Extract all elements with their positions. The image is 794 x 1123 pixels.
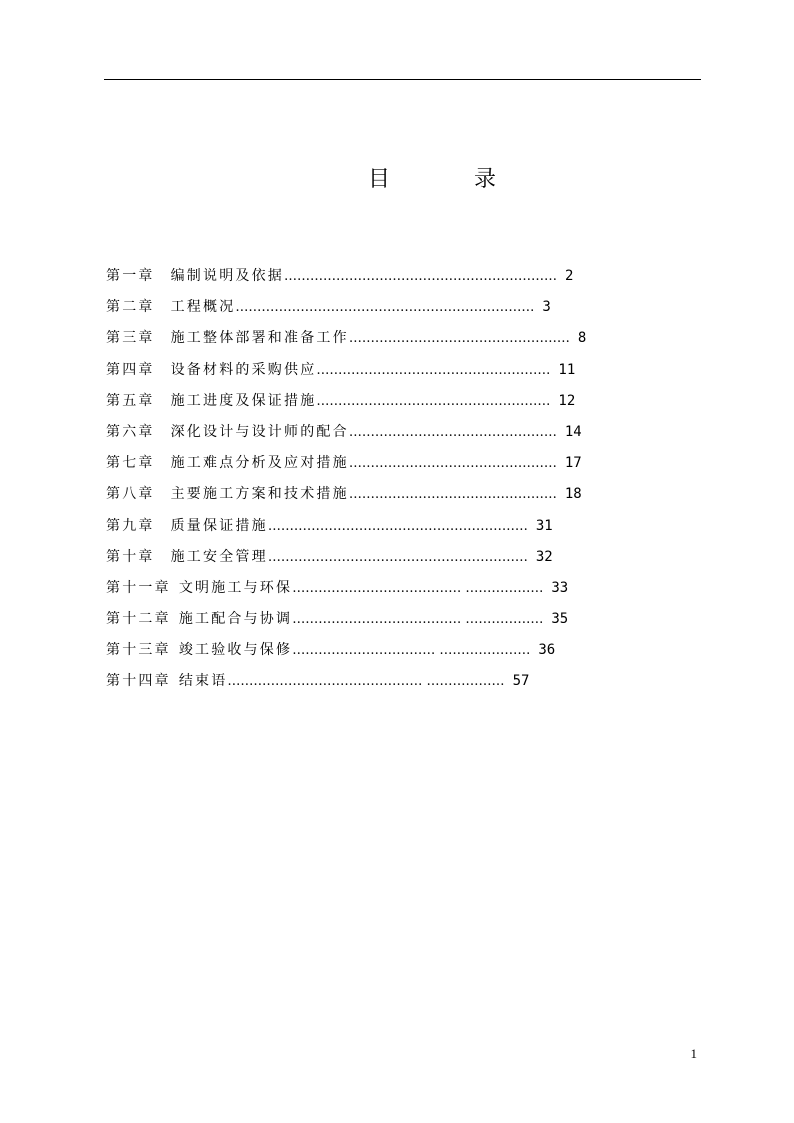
toc-page-number: 3 [542, 299, 551, 316]
toc-entry[interactable] [106, 448, 686, 479]
toc-chapter-number: 第二章 [106, 299, 155, 316]
toc-leader-dots: ……………………………………………… [316, 362, 551, 378]
toc-page-number: 31 [535, 517, 553, 534]
toc-page-number: 36 [538, 642, 556, 659]
toc-page-number: 17 [564, 455, 582, 472]
toc-leader-dots: …………………………………………………… [267, 518, 528, 534]
toc-leader-dots: ………………………………………… [348, 487, 557, 503]
toc-leader-dots: …………………………… ………………… [292, 643, 531, 659]
toc-chapter-title: 竣工验收与保修 [178, 642, 293, 659]
toc-chapter-number: 第一章 [106, 268, 155, 284]
toc-leader-dots: ……………………………………………………… [284, 269, 558, 284]
toc-leader-dots: ……………………………………… ……………… [227, 674, 505, 690]
toc-chapter-title: 施工配合与协调 [178, 611, 293, 628]
toc-entry[interactable] [106, 635, 686, 666]
toc-entry[interactable] [106, 511, 686, 542]
toc-page-number: 33 [551, 579, 569, 596]
toc-entry[interactable] [106, 355, 686, 386]
toc-page-number: 32 [535, 548, 553, 565]
toc-chapter-title: 工程概况 [170, 299, 236, 316]
toc-leader-dots: ………………………………… ……………… [292, 612, 544, 628]
toc-page-number: 8 [577, 330, 587, 347]
toc-entry[interactable] [106, 261, 686, 292]
toc-chapter-number: 第九章 [106, 517, 155, 534]
toc-leader-dots: ………………………………… ……………… [292, 580, 544, 596]
toc-chapter-number: 第十二章 [106, 611, 171, 628]
toc-leader-dots: …………………………………………… [348, 331, 570, 347]
page-number: 1 [690, 1046, 697, 1061]
toc-chapter-number: 第十四章 [106, 673, 171, 690]
toc-leader-dots: ……………………………………………… [316, 393, 551, 409]
toc-entry[interactable] [106, 573, 686, 604]
toc-leader-dots: ………………………………………… [348, 456, 557, 472]
toc-entry[interactable] [106, 323, 686, 354]
toc-page-number: 57 [512, 673, 530, 690]
toc-list [106, 261, 686, 698]
toc-page-number: 35 [551, 611, 569, 628]
toc-entry[interactable] [106, 666, 686, 697]
toc-chapter-number: 第五章 [106, 392, 155, 409]
toc-chapter-title: 施工安全管理 [170, 548, 268, 565]
toc-page-number: 12 [558, 392, 576, 409]
toc-leader-dots: ………………………………………… [348, 424, 557, 440]
toc-chapter-title: 深化设计与设计师的配合 [170, 423, 349, 440]
toc-page-number: 18 [564, 486, 582, 503]
toc-chapter-number: 第十一章 [106, 579, 171, 596]
toc-leader-dots: …………………………………………………… [267, 549, 528, 565]
toc-entry[interactable] [106, 479, 686, 510]
toc-title [368, 166, 496, 194]
toc-entry[interactable] [106, 542, 686, 573]
toc-chapter-title: 结束语 [178, 673, 228, 690]
toc-chapter-title: 文明施工与环保 [178, 579, 293, 596]
toc-page-number: 11 [558, 361, 576, 378]
toc-chapter-title: 编制说明及依据 [170, 268, 285, 284]
toc-chapter-title: 设备材料的采购供应 [170, 361, 317, 378]
toc-page-number: 2 [565, 268, 574, 284]
toc-title-char-1: 目 [368, 167, 391, 192]
toc-leader-dots: …………………………………………………………… [235, 300, 535, 316]
toc-chapter-number: 第十章 [106, 548, 155, 565]
toc-chapter-title: 主要施工方案和技术措施 [170, 486, 349, 503]
toc-entry[interactable] [106, 604, 686, 635]
toc-chapter-number: 第七章 [106, 455, 155, 472]
toc-chapter-title: 施工整体部署和准备工作 [170, 330, 349, 347]
toc-chapter-number: 第十三章 [106, 642, 171, 659]
toc-chapter-number: 第三章 [106, 330, 155, 347]
toc-entry[interactable] [106, 292, 686, 323]
toc-page-number: 14 [564, 423, 582, 440]
toc-chapter-number: 第六章 [106, 423, 155, 440]
header-rule [104, 79, 701, 80]
toc-chapter-title: 施工进度及保证措施 [170, 392, 317, 409]
toc-entry[interactable] [106, 386, 686, 417]
toc-chapter-number: 第四章 [106, 361, 155, 378]
toc-entry[interactable] [106, 417, 686, 448]
toc-title-char-2: 录 [474, 167, 497, 192]
toc-chapter-title: 质量保证措施 [170, 517, 268, 534]
toc-chapter-number: 第八章 [106, 486, 155, 503]
toc-chapter-title: 施工难点分析及应对措施 [170, 455, 349, 472]
